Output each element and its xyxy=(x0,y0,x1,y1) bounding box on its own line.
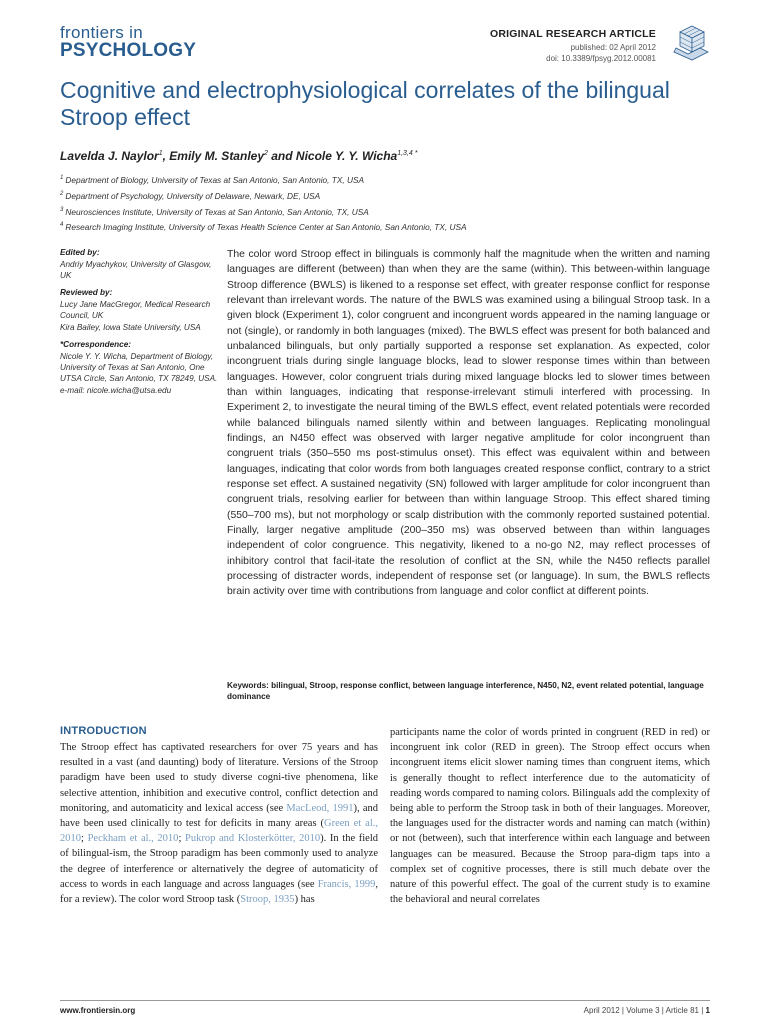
reviewed-by-label: Reviewed by: xyxy=(60,288,113,297)
author-affiliation-marker: 2 xyxy=(264,150,268,157)
body-text: ), and have been used clinically to test for deficits in many areas ( xyxy=(60,802,378,830)
body-text: The Stroop effect has captivated researchers for over 75 years and has resulted in a vast (and daunting) body of literature. Versions of the Stroop paradigm have been used to study diverse cogni-tive phenomena, like selective attention, inhibition and executive control, conflict detection and monitoring, and automaticity and lexical access (see xyxy=(60,742,378,814)
author-affiliation-marker: 1,3,4 * xyxy=(397,150,418,157)
correspondence-email[interactable]: e-mail: nicole.wicha@utsa.edu xyxy=(60,386,172,395)
journal-logo-line1[interactable]: frontiers in xyxy=(60,23,143,42)
citation-link[interactable]: Francis, 1999 xyxy=(317,878,376,890)
affiliation-row xyxy=(60,203,467,219)
citation-link[interactable]: Pukrop and Klosterkötter, 2010 xyxy=(185,833,321,845)
author-name[interactable]: Emily M. Stanley xyxy=(169,149,264,163)
correspondence-address: Nicole Y. Y. Wicha, Department of Biology, University of Texas at San Antonio, One UTSA Circle, San Antonio, TX 78249, USA. xyxy=(60,352,218,383)
article-type: ORIGINAL RESEARCH ARTICLE xyxy=(489,28,656,40)
reviewer: Kira Bailey, Iowa State University, USA xyxy=(60,323,201,332)
body-text: , for a review). The color word Stroop task ( xyxy=(60,878,378,906)
body-text: ) has xyxy=(294,894,315,906)
author-list: Lavelda J. Naylor$^1$, Emily M. Stanley$^2$ and Nicole Y. Y. Wicha$^{1,3,4 *}$ xyxy=(60,149,418,163)
body-text: ; xyxy=(178,833,186,845)
footer-divider xyxy=(60,1000,710,1001)
keywords: Keywords: bilingual, Stroop, response conflict, between language interference, N450, N2, event related potential, language dominance xyxy=(227,681,704,701)
issue-info: April 2012 | Volume 3 | Article 81 | xyxy=(583,1006,704,1015)
affiliation-row xyxy=(60,218,467,234)
article-title: Cognitive and electrophysiological correlates of the bilingual Stroop effect xyxy=(60,77,670,130)
author-name[interactable]: Nicole Y. Y. Wicha xyxy=(295,149,398,163)
body-column-left xyxy=(60,740,378,907)
footer-issue-info xyxy=(584,1006,710,1015)
section-heading-introduction: INTRODUCTION xyxy=(60,725,147,737)
affiliation-marker: 1 xyxy=(60,175,64,181)
body-text: ; xyxy=(81,833,88,845)
doi[interactable]: doi: 10.3389/fpsyg.2012.00081 xyxy=(546,54,656,63)
affiliation-text: Research Imaging Institute, University of Texas Health Science Center at San Antonio, San Antonio, TX, USA xyxy=(65,222,467,233)
affiliation-text: Department of Biology, University of Texas at San Antonio, San Antonio, TX, USA xyxy=(65,174,365,185)
footer-site-link[interactable]: www.frontiersin.org xyxy=(60,1006,136,1015)
editor: Andriy Myachykov, University of Glasgow, UK xyxy=(60,260,212,280)
citation-link[interactable]: MacLeod, 1991 xyxy=(286,802,354,814)
affiliation-marker: 2 xyxy=(60,190,64,197)
affiliation-text: Neurosciences Institute, University of Texas at San Antonio, San Antonio, TX, USA xyxy=(65,206,369,217)
affiliation-text: Department of Psychology, University of Delaware, Newark, DE, USA xyxy=(65,190,321,201)
correspondence-label: *Correspondence: xyxy=(60,340,131,349)
page-number: 1 xyxy=(705,1006,710,1015)
affiliation-row xyxy=(60,171,467,187)
affiliation-marker: 3 xyxy=(60,206,64,213)
citation-link[interactable]: Peckham et al., 2010 xyxy=(87,833,179,845)
reviewer: Lucy Jane MacGregor, Medical Research Council, UK xyxy=(60,300,211,320)
publication-info xyxy=(546,42,656,64)
journal-logo-line2[interactable]: PSYCHOLOGY xyxy=(60,40,197,61)
body-text: ). In the field of bilingual-ism, the Stroop paradigm has been commonly used to analyze the degree of interference or alternatively the degree of automaticity of access to words in each language and across languages (see xyxy=(60,833,378,890)
affiliations xyxy=(60,171,467,234)
published-date: published: 02 April 2012 xyxy=(570,43,656,52)
affiliation-marker: 4 xyxy=(60,222,64,229)
body-column-right: participants name the color of words printed in congruent (RED in red) or incongruent ink color (RED in green). The Stroop effect occurs when incongruent items elicit slower naming times than congruent items, which is generally thought to reflect interference due to the automaticity of reading words compared to naming colors. Bilinguals add the complexity of being able to perform the Stroop task in both of their languages. Moreover, the languages used for the distracter words and naming can match (within) or not (between), such that interference within each language and between languages can be measured. Because the Stroop para-digm taps into a complex set of cognitive processes, there is still much debate over the nature of this powerful effect. The goal of the current study is to examine the behavioral and neural correlates xyxy=(390,727,710,906)
abstract-text: The color word Stroop effect in bilinguals is commonly half the magnitude when the written and naming languages are different (between) than when they are the same (within). This between-within language Stroop difference (BWLS) is likened to a response set effect, with greater response conflict for response relevant than irrelevant words. The nature of the BWLS was examined using a bilingual Stroop task. In a given block (Experiment 1), color congruent and incongruent words appeared in the naming language or not (single), or randomly in both languages (mixed). The BWLS effect was present for both balanced and unbalanced bilinguals, but only partially supported a response set explanation. As expected, color incongruent trials during single language blocks, lead to slower response times within than between languages. However, color congruent trials during mixed language blocks led to slower times between than within languages, indicating that response-irrelevant stimuli interfered with processing. In Experiment 2, to investigate the neural timing of the BWLS effect, event related potentials were recorded while balanced bilinguals named silently within and between languages. Replicating monolingual findings, an N450 effect was observed with larger negative amplitude for color incongruent than congruent trials (350–550 ms post-stimulus onset). This effect was equivalent within and between languages, indicating that color words from both languages created response conflict, contrary to a strict response set effect. A sustained negativity (SN) followed with larger amplitude for color incongruent than congruent trials, resolving earlier for between than within language Stroop. This effect shared timing (550–700 ms), but not morphology or scalp distribution with the commonly reported sustained potential. Finally, larger negative amplitude (200–350 ms) was observed between than within languages independent of color congruence. This negativity, likened to a no-go N2, may reflect processes of inhibitory control that facil-itate the resolution of conflict at the SN, while the N450 reflects parallel processing of distracter words, independent of response set (or language). In sum, the BWLS reflects brain activity over time with contributions from language and color conflict at different points. xyxy=(227,249,710,598)
article-cube-icon xyxy=(672,22,712,62)
citation-link[interactable]: Green et al., 2010 xyxy=(60,818,378,845)
author-affiliation-marker: 1 xyxy=(158,150,163,157)
editorial-sidebar xyxy=(60,247,220,396)
citation-link[interactable]: Stroop, 1935 xyxy=(240,894,295,906)
edited-by-label: Edited by: xyxy=(60,248,100,257)
author-name[interactable]: Lavelda J. Naylor xyxy=(60,149,159,163)
affiliation-row xyxy=(60,187,467,203)
